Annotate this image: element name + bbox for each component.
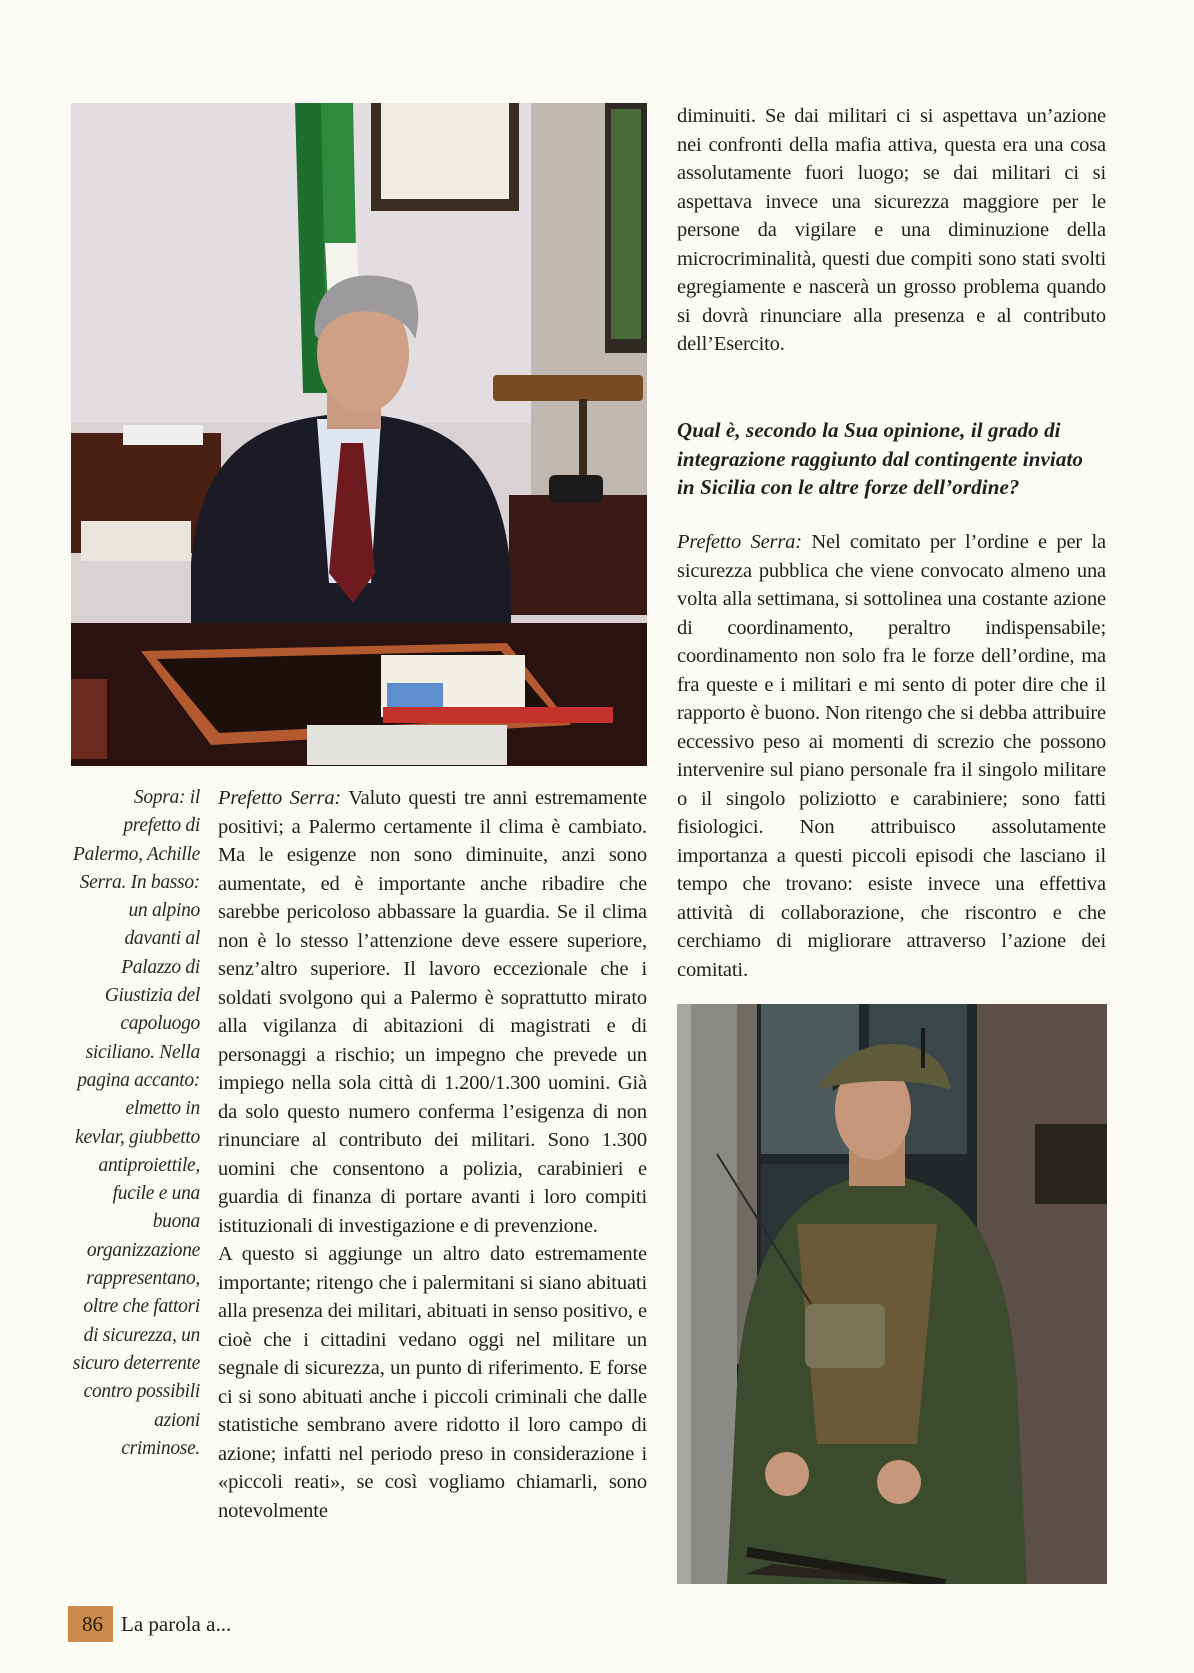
speaker-label: Prefetto Serra: bbox=[218, 787, 342, 809]
page-footer bbox=[68, 1606, 231, 1642]
left-paragraph-1-text: Valuto questi tre anni estremamente positivi; a Palermo certamente il clima è cambiato. Ma le esigenze non sono diminuite, anzi sono aumentate, ed è importante anche ribadire che sarebbe pericoloso abbassare la guardia. Se il clima non è lo stesso l’attenzione deve essere superiore, senz’altro superiore. Il lavoro eccezionale che i soldati svolgono qui a Palermo è soprattutto mirato alla vigilanza di abitazioni di magistrati e di personaggi a rischio; un impegno che prevede un impiego nella sola città di 1.200/1.300 uomini. Già da solo questo numero conferma l’esigenza di non rinunciare al contributo dei militari. Sono 1.300 uomini che consentono a polizia, carabinieri e guardia di finanza di portare avanti i loro compiti istituzionali di investigazione e di prevenzione. bbox=[218, 787, 647, 1237]
photo-caption: Sopra: il prefetto di Palermo, Achille Serra. In basso: un alpino davanti al Palazzo di Giustizia del capoluogo siciliano. Nella pagina accanto: elmetto in kevlar, giubbetto antiproiettile, fucile e una buona organizzazione rappresentano, oltre che fattori di sicurezza, un sicuro deterrente contro possibili azioni criminose. bbox=[72, 787, 200, 1459]
photo-prefect-at-desk bbox=[71, 103, 647, 766]
speaker-label-2: Prefetto Serra: bbox=[677, 531, 802, 553]
right-answer-text bbox=[677, 528, 1106, 984]
left-paragraph-2: A questo si aggiunge un altro dato estremamente importante; ritengo che i palermitani si siano abituati alla presenza dei militari, abituati in senso positivo, e cioè che i cittadini vedano oggi nel militare un segnale di sicurezza, un punto di riferimento. E forse ci si sono abituati anche i piccoli criminali che dalle statistiche sembrano avere ridotto il loro campo di azione; infatti nel periodo preso in considerazione i «piccoli reati», se così vogliamo chiamarli, sono notevolmente bbox=[218, 1243, 647, 1522]
photo-alpine-soldier bbox=[677, 1004, 1107, 1584]
right-continuation-text: diminuiti. Se dai militari ci si aspettava un’azione nei confronti della mafia attiva, questa era una cosa assolutamente fuori luogo; se dai militari ci si aspettava invece una sicurezza maggiore per le persone da vigilare e una diminuzione della microcriminalità, questi due compiti sono stati svolti egregiamente e nascerà un grosso problema quando si dovrà rinunciare alla presenza e al contributo dell’Esercito. bbox=[677, 105, 1106, 355]
interview-question: Qual è, secondo la Sua opinione, il grado di integrazione raggiunto dal contingente inviato in Sicilia con le altre forze dell’ordine? bbox=[677, 418, 1083, 499]
left-paragraph-1 bbox=[218, 784, 647, 1240]
page-number: 86 bbox=[68, 1606, 113, 1642]
running-title: La parola a... bbox=[121, 1611, 232, 1636]
soldier-photo-illustration bbox=[677, 1004, 1107, 1584]
right-answer-body: Nel comitato per l’ordine e per la sicurezza pubblica che viene convocato almeno una volta alla settimana, si sottolinea una costante azione di coordinamento, peraltro indispensabile; coordinamento non solo fra le forze dell’ordine, ma fra queste e i militari e mi sento di poter dire che il rapporto è buono. Non ritengo che si debba attribuire eccessivo peso ai momenti di screzio che possono intervenire sul piano personale fra il singolo militare o il singolo poliziotto e carabiniere; sono fatti fisiologici. Non attribuisco assolutamente importanza a questi piccoli episodi che lasciano il tempo che trovano: esiste invece una effettiva attività di collaborazione, che riscontro e che cerchiamo di migliorare attraverso l’azione dei comitati. bbox=[677, 531, 1106, 981]
left-text-column bbox=[218, 784, 647, 1525]
prefect-photo-illustration bbox=[71, 103, 647, 766]
